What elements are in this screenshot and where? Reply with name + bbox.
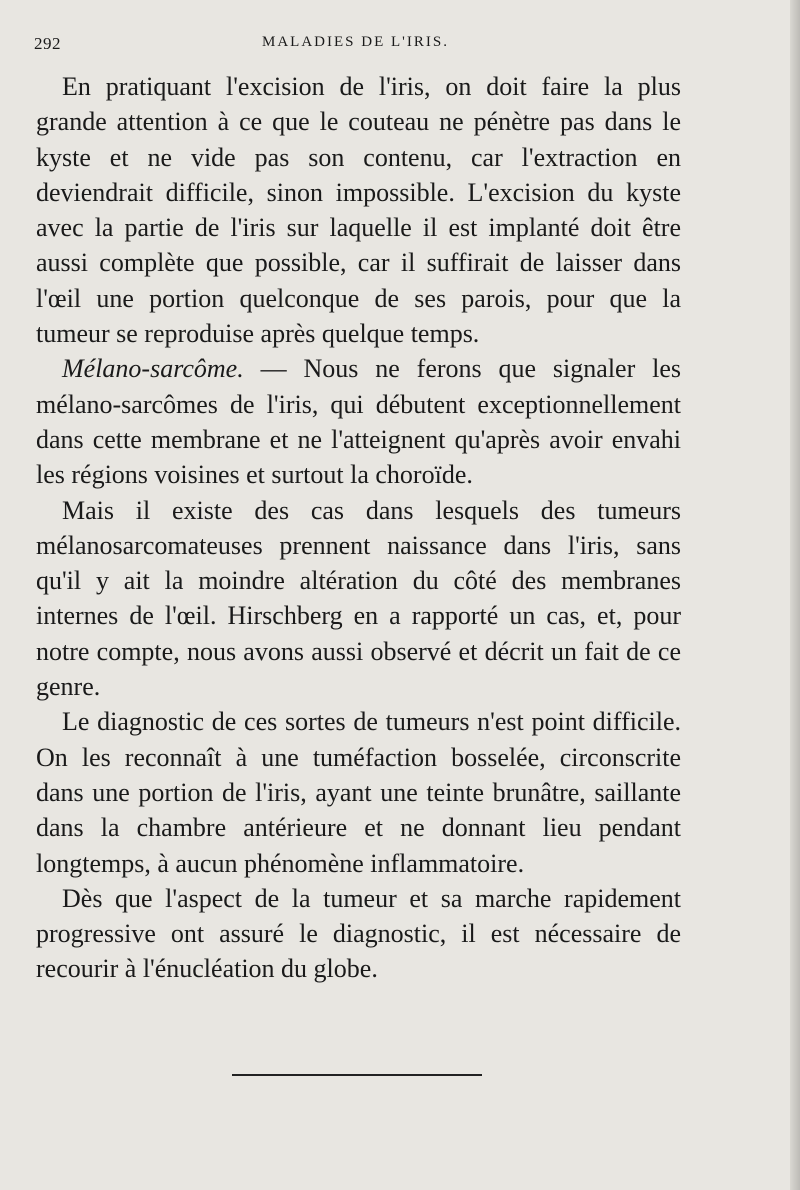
paragraph-diagnostic <box>36 704 681 880</box>
paragraph-text: Le diagnostic de ces sortes de tumeurs n'est point difficile. On les reconnaît à une tuméfaction bosselée, circonscrite dans une portion de l'iris, ayant une teinte brunâtre, saillante dans la chambre antérieure et ne donnant lieu pendant longtemps, à aucun phénomène inflammatoire. <box>36 707 681 878</box>
paragraph-excision <box>36 69 681 351</box>
section-lead: Mélano-sarcôme. <box>62 354 244 384</box>
paragraph-enucleation <box>36 881 681 987</box>
running-head: MALADIES DE L'IRIS. <box>262 34 449 50</box>
paragraph-text: En pratiquant l'excision de l'iris, on doit faire la plus grande attention à ce que le couteau ne pénètre pas dans le kyste et ne vide pas son contenu, car l'extraction en deviendrait difficile, sinon impossible. L'excision du kyste avec la partie de l'iris sur laquelle il est implanté doit être aussi complète que possible, car il suffirait de laisser dans l'œil une portion quelconque de ses parois, pour que la tumeur se reproduise après quelque temps. <box>36 72 681 349</box>
body-text <box>36 69 681 987</box>
paragraph-text: Dès que l'aspect de la tumeur et sa marche rapidement progressive ont assuré le diagnostic, il est nécessaire de recourir à l'énucléation du globe. <box>36 883 681 984</box>
paragraph-melano-sarcome <box>36 351 681 492</box>
page-number: 292 <box>34 34 61 53</box>
paragraph-cases <box>36 493 681 705</box>
section-end-rule <box>232 1074 482 1076</box>
paragraph-text: Mais il existe des cas dans lesquels des tumeurs mélanosarcomateuses prennent naissance dans l'iris, sans qu'il y ait la moindre altération du côté des membranes internes de l'œil. Hirschberg en a rapporté un cas, et, pour notre compte, nous avons aussi observé et décrit un fait de ce genre. <box>36 495 681 702</box>
paragraph-text: — Nous ne ferons que signaler les mélano-sarcômes de l'iris, qui débutent exceptionnellement dans cette membrane et ne l'atteignent qu'après avoir envahi les régions voisines et surtout la choroïde. <box>36 354 681 490</box>
page-edge-shadow <box>790 0 800 1190</box>
